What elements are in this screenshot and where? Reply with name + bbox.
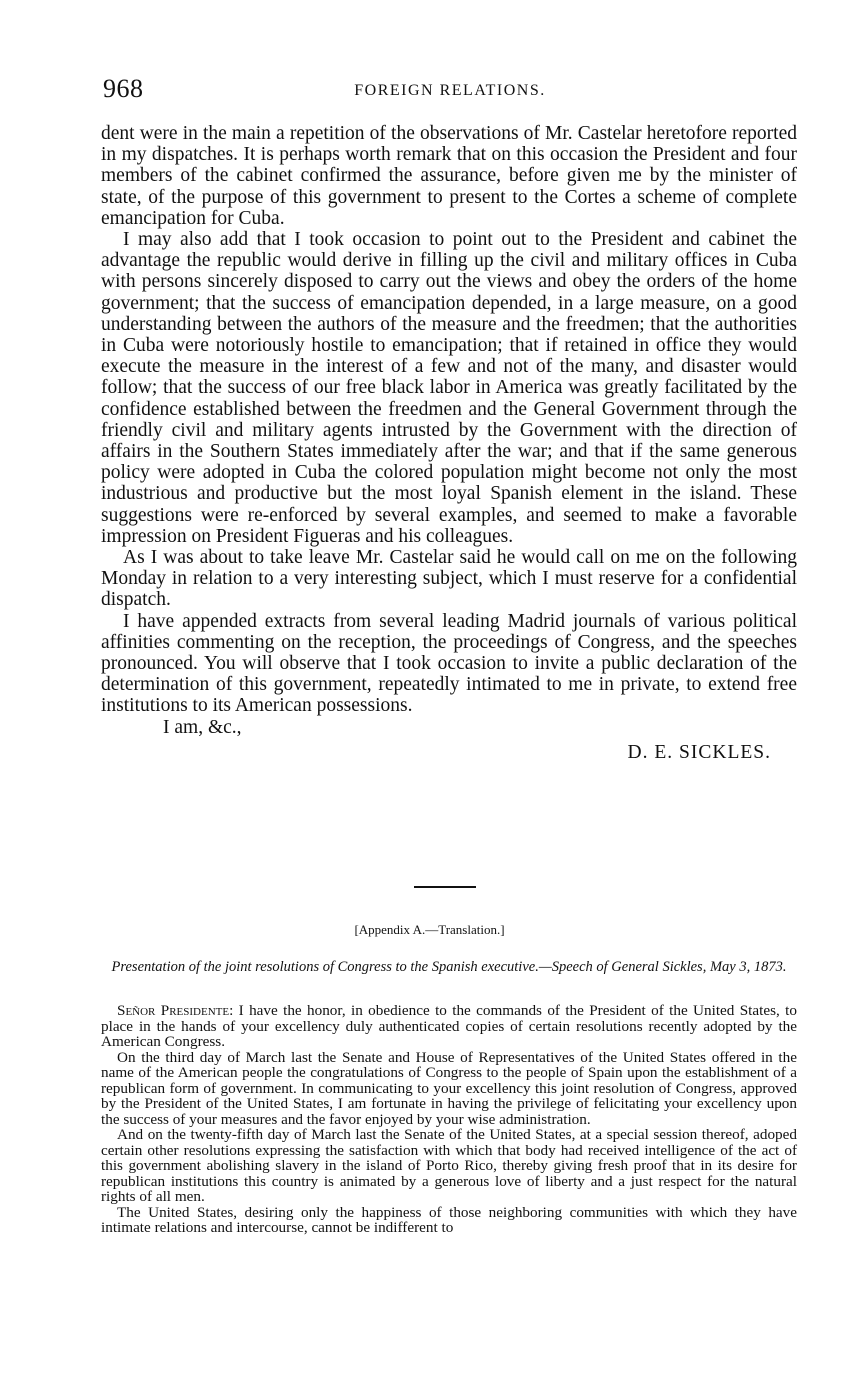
speech-body bbox=[101, 1003, 797, 1236]
letter-body bbox=[101, 123, 797, 763]
speech-paragraph: The United States, desiring only the happiness of those neighboring communities with which they have intimate relations and intercourse, cannot be indifferent to bbox=[101, 1203, 797, 1236]
letter-paragraph: I may also add that I took occasion to point out to the President and cabinet the advantage the republic would derive in filling up the civil and military offices in Cuba with persons sincerely disposed to carry out the views and obey the orders of the home government; that the success of emancipation depended, in a large measure, on a good understanding between the authors of the measure and the freedmen; that the authorities in Cuba were notoriously hostile to emancipation; that if retained in office they would execute the measure in the interest of a few and not of the many, and disaster would follow; that the success of our free black labor in America was greatly facilitated by the confidence established between the freedmen and the General Government through the friendly civil and military agents intrusted by the Government with the direction of affairs in the Southern States immediately after the war; and that if the same generous policy were adopted in Cuba the colored population might become not only the most industrious and productive but the most loyal Spanish element in the island. These suggestions were re-enforced by several examples, and seemed to make a favorable impression on President Figueras and his colleagues. bbox=[101, 229, 797, 547]
page-header bbox=[103, 74, 797, 110]
speech-paragraph-text: I have the honor, in obedience to the commands of the President of the United States, to place in the hands of your excellency duly authenticated copies of certain resolutions recently adopted by the American Congress. bbox=[101, 1002, 797, 1050]
letter-signature: D. E. SICKLES. bbox=[627, 741, 771, 763]
appendix-subtitle: Presentation of the joint resolutions of Congress to the Spanish executive.—Speech of General Sickles, May 3, 1873. bbox=[111, 959, 787, 975]
letter-paragraph: dent were in the main a repetition of the observations of Mr. Castelar heretofore reported in my dispatches. It is perhaps worth remark that on this occasion the President and four members of the cabinet confirmed the assurance, before given me by the minister of state, of the purpose of this government to present to the Cortes a scheme of complete emancipation for Cuba. bbox=[101, 123, 797, 229]
page-number: 968 bbox=[103, 74, 144, 103]
appendix-heading: [Appendix A.—Translation.] bbox=[354, 922, 505, 937]
letter-paragraph: I have appended extracts from several leading Madrid journals of various political affinities commenting on the reception, the proceedings of Congress, and the speeches pronounced. You will observe that I took occasion to invite a public declaration of the determination of this government, repeatedly intimated to me in private, to extend free institutions to its American possessions. bbox=[101, 610, 797, 717]
speech-paragraph bbox=[101, 1003, 797, 1050]
speech-paragraph: On the third day of March last the Senate and House of Representatives of the United States offered in the name of the American people the congratulations of Congress to the people of Spain upon the establishment of a republican form of government. In communicating to your excellency this joint resolution of Congress, approved by the President of the United States, I am fortunate in having the privilege of felicitating your excellency upon the success of your measures and the favor enjoyed by your wise administration. bbox=[101, 1048, 797, 1128]
running-head: FOREIGN RELATIONS. bbox=[354, 82, 546, 99]
speech-paragraph: And on the twenty-fifth day of March last the Senate of the United States, at a special session thereof, adoped certain other resolutions expressing the satisfaction with which that body had received intelligence of the act of this government abolishing slavery in the island of Porto Rico, thereby giving fresh proof that in its desire for republican institutions this country is animated by a generous love of liberty and a just respect for the natural rights of all men. bbox=[101, 1126, 797, 1205]
letter-paragraph: As I was about to take leave Mr. Castelar said he would call on me on the following Monday in relation to a very interesting subject, which I must reserve for a confidential dispatch. bbox=[101, 547, 797, 611]
section-divider bbox=[414, 886, 476, 888]
salutation: Señor Presidente: bbox=[117, 1002, 234, 1019]
letter-closing: I am, &c., bbox=[163, 716, 242, 738]
